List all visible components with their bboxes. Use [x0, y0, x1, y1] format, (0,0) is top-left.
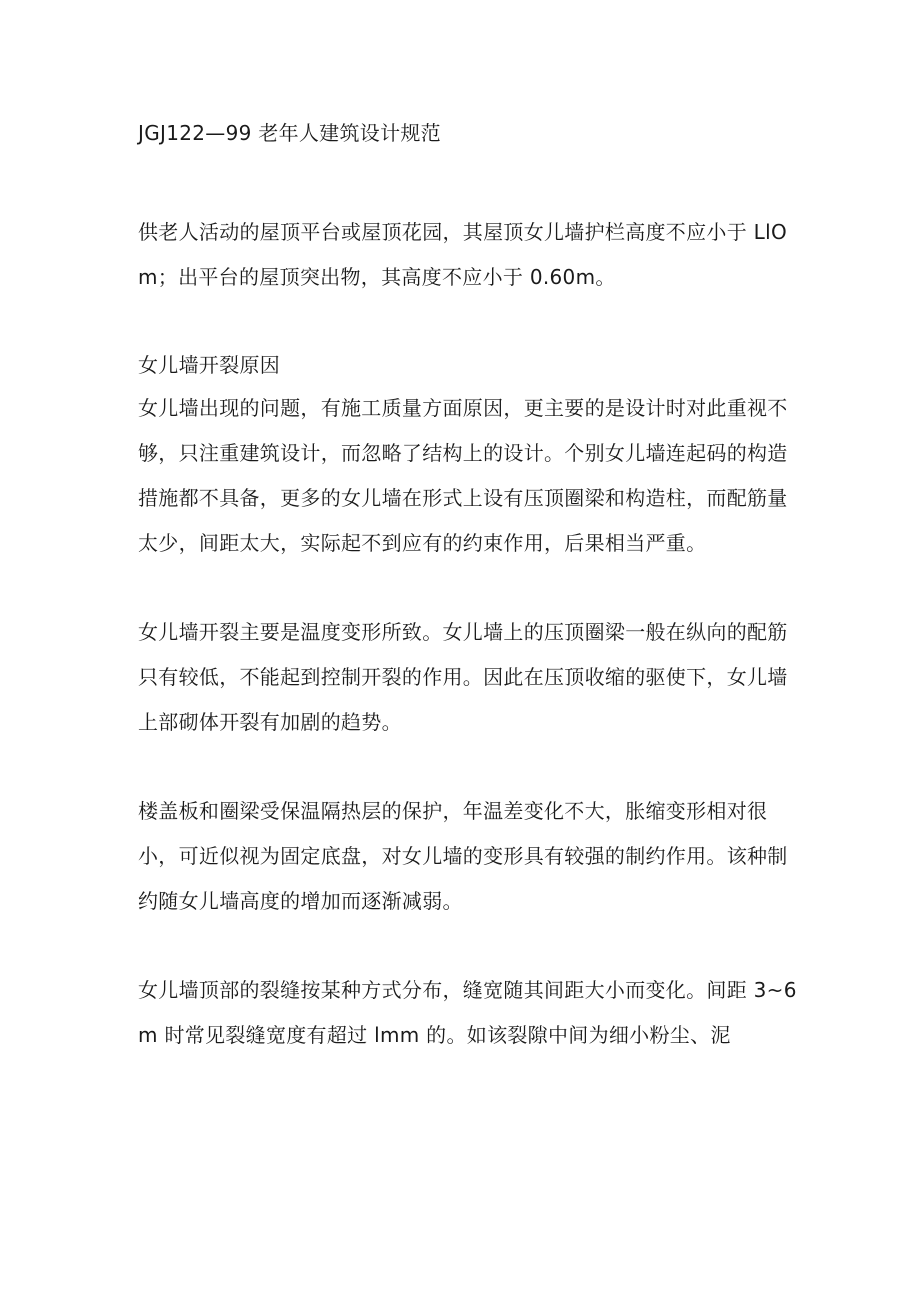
document-title: JGJ122—99 老年人建筑设计规范 — [138, 121, 441, 145]
document-body — [138, 118, 798, 1058]
spacer — [138, 924, 798, 968]
spacer — [138, 745, 798, 789]
paragraph-crack-distribution: 女儿墙顶部的裂缝按某种方式分布，缝宽随其间距大小而变化。间距 3~6m 时常见裂缝宽度有超过 lmm 的。如该裂隙中间为细小粉尘、泥 — [138, 978, 797, 1047]
paragraph-floor-slab-restraint: 楼盖板和圈梁受保温隔热层的保护，年温差变化不大，胀缩变形相对很小，可近似视为固定底盘，对女儿墙的变形具有较强的制约作用。该种制约随女儿墙高度的增加而逐渐减弱。 — [138, 799, 788, 913]
spacer — [138, 148, 798, 210]
paragraph-design-issues: 女儿墙出现的问题，有施工质量方面原因，更主要的是设计时对此重视不够，只注重建筑设计，而忽略了结构上的设计。个别女儿墙连起码的构造措施都不具备，更多的女儿墙在形式上设有压顶圈梁和构造柱，而配筋量太少，间距太大，实际起不到应有的约束作用，后果相当严重。 — [138, 396, 788, 555]
spacer — [138, 566, 798, 610]
section-heading-cracking-causes: 女儿墙开裂原因 — [138, 353, 281, 377]
paragraph-roof-railing: 供老人活动的屋顶平台或屋顶花园，其屋顶女儿墙护栏高度不应小于 LlOm；出平台的屋顶突出物，其高度不应小于 0.60m。 — [138, 220, 787, 289]
paragraph-temperature-deformation: 女儿墙开裂主要是温度变形所致。女儿墙上的压顶圈梁一般在纵向的配筋只有较低，不能起到控制开裂的作用。因此在压顶收缩的驱使下，女儿墙上部砌体开裂有加剧的趋势。 — [138, 620, 788, 734]
spacer — [138, 300, 798, 344]
